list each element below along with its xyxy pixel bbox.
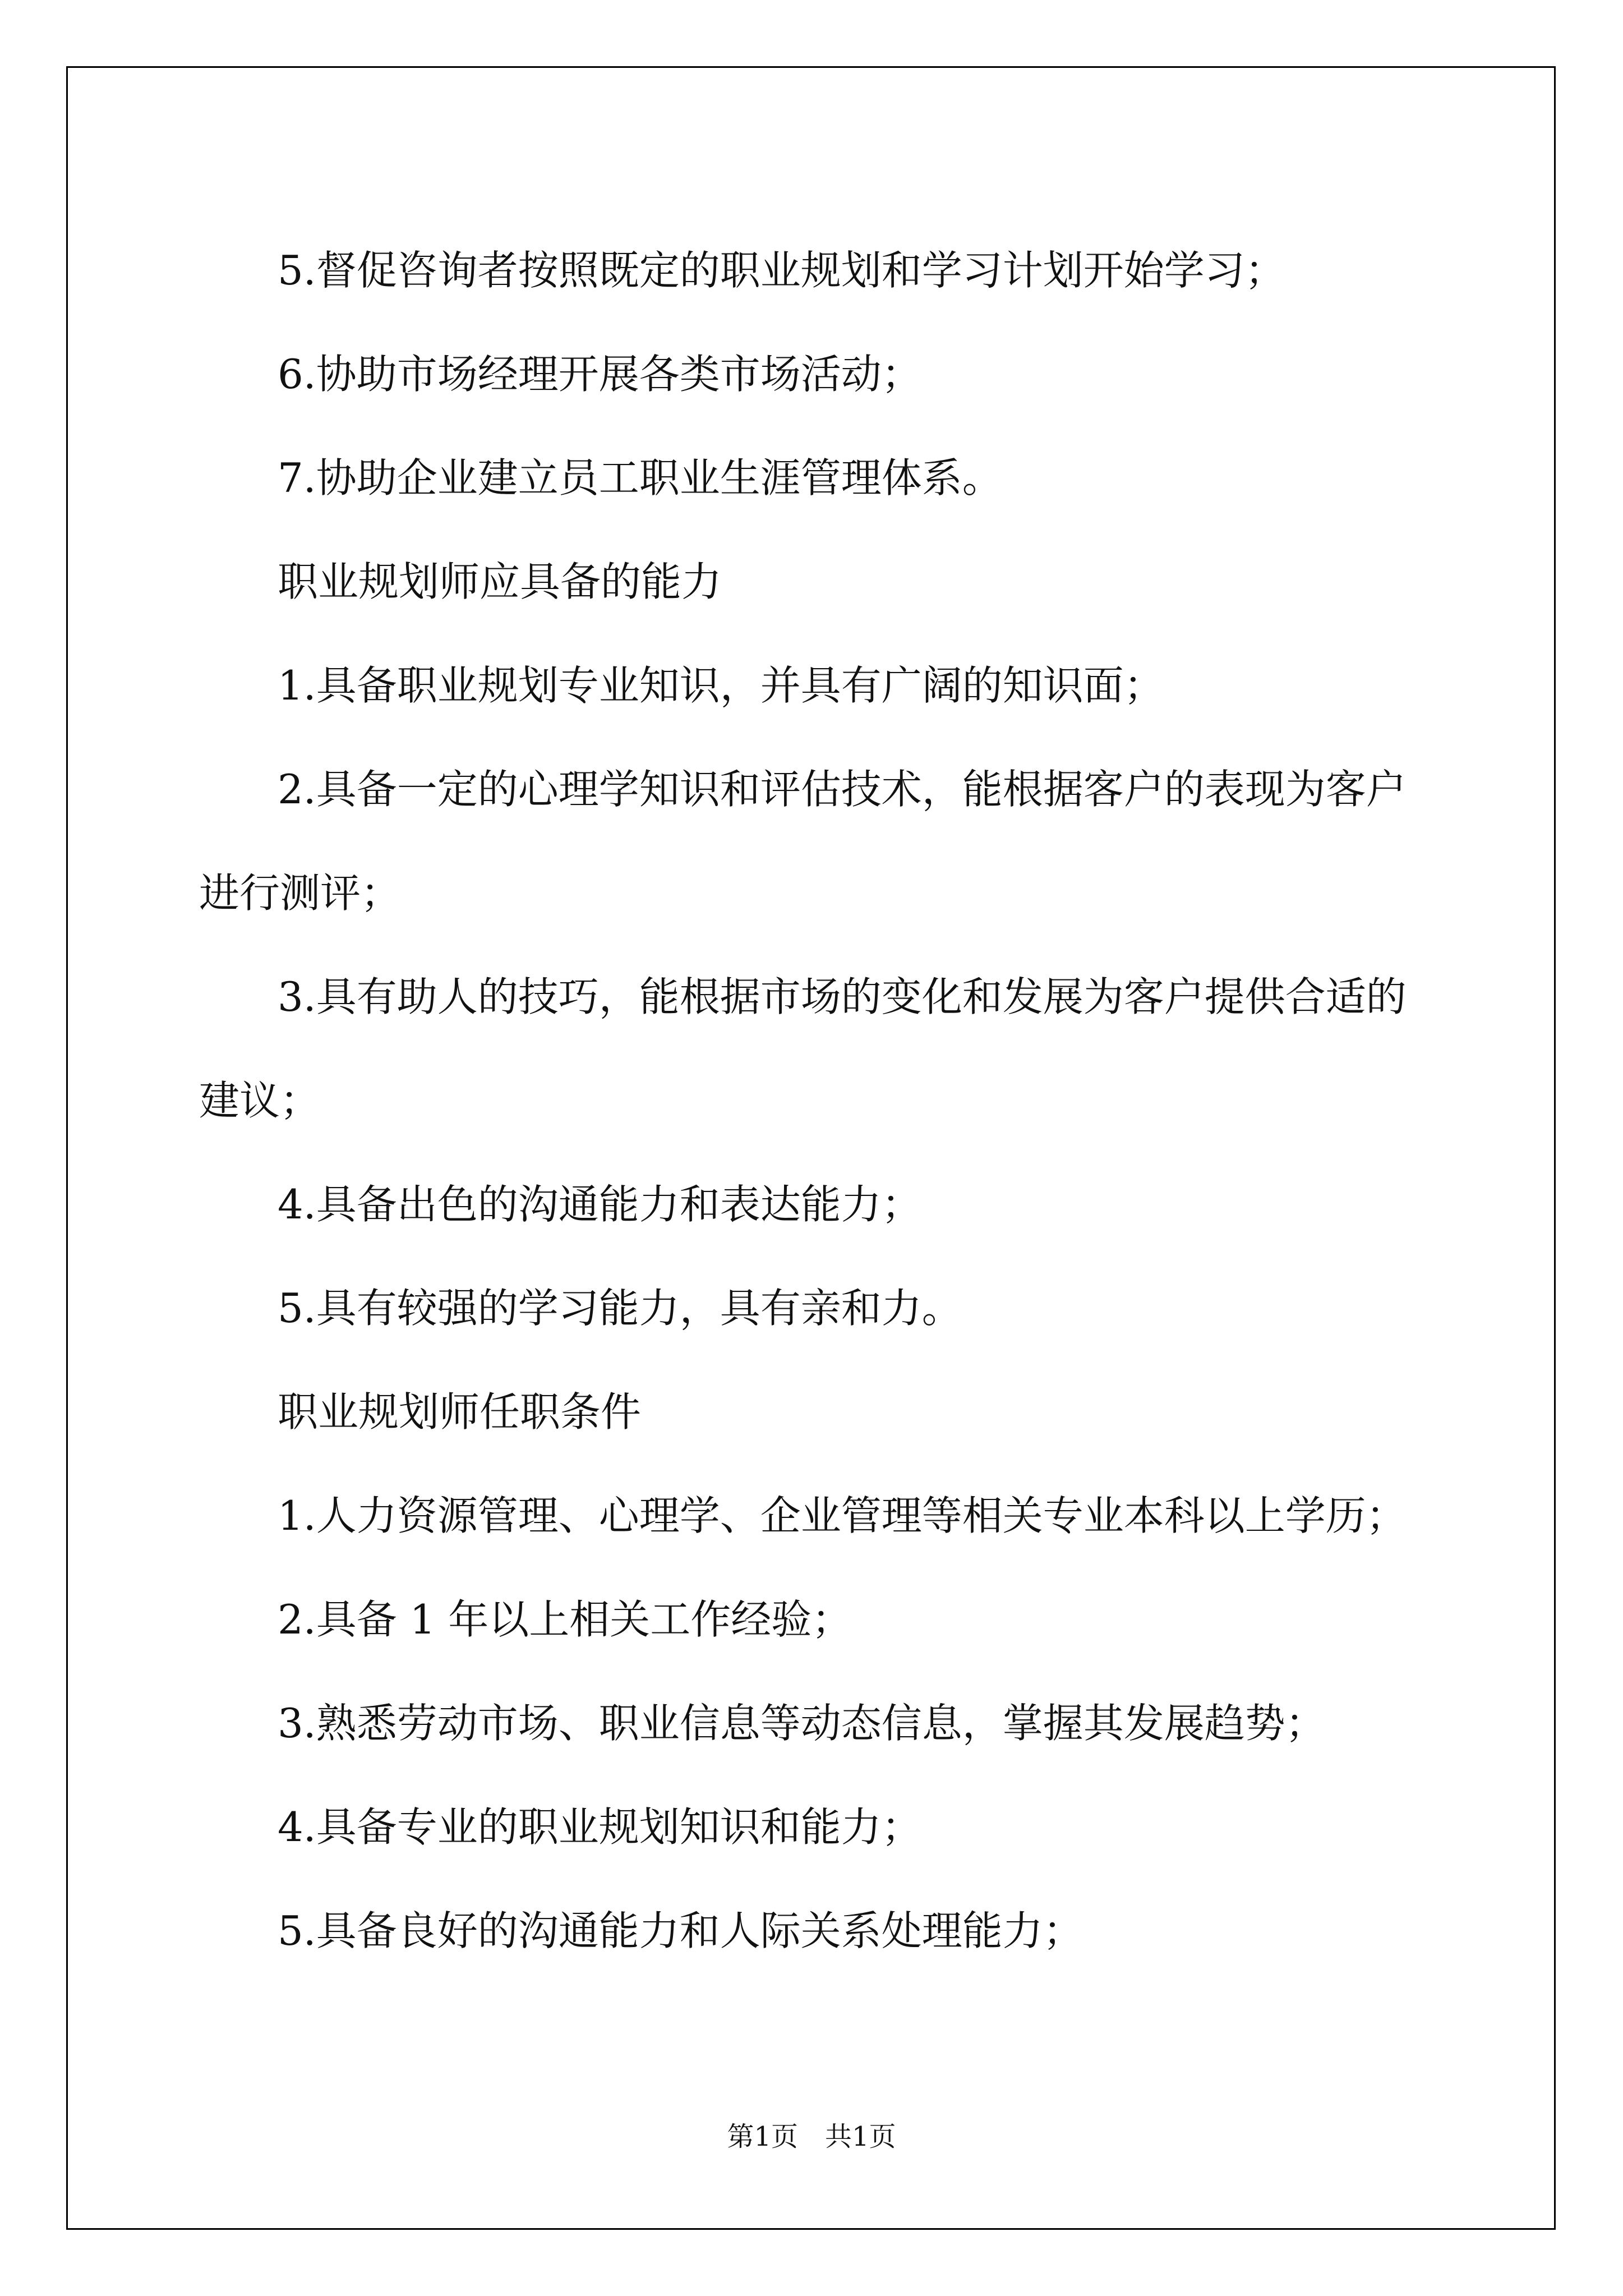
document-body: [199, 219, 1433, 1983]
paragraph-line: 进行测评；: [199, 869, 402, 917]
paragraph-line: 5.具备良好的沟通能力和人际关系处理能力；: [278, 1907, 1083, 1954]
paragraph-line: 4.具备出色的沟通能力和表达能力；: [278, 1181, 922, 1228]
paragraph-line: 2.具备 1 年以上相关工作经验；: [278, 1596, 852, 1643]
paragraph-line: 3.熟悉劳动市场、职业信息等动态信息，掌握其发展趋势；: [278, 1700, 1326, 1747]
paragraph-line: 建议；: [199, 1077, 321, 1124]
paragraph-line: 2.具备一定的心理学知识和评估技术，能根据客户的表现为客户: [278, 766, 1407, 813]
paragraph-line: 1.人力资源管理、心理学、企业管理等相关专业本科以上学历；: [278, 1492, 1407, 1539]
paragraph-line: 1.具备职业规划专业知识，并具有广阔的知识面；: [278, 662, 1164, 709]
paragraph-line: 6.协助市场经理开展各类市场活动；: [278, 351, 922, 398]
section-heading: 职业规划师任职条件: [278, 1388, 642, 1435]
section-heading: 职业规划师应具备的能力: [278, 558, 722, 605]
paragraph-line: 4.具备专业的职业规划知识和能力；: [278, 1803, 922, 1851]
paragraph-line: 3.具有助人的技巧，能根据市场的变化和发展为客户提供合适的: [278, 973, 1407, 1020]
paragraph-line: 5.具有较强的学习能力，具有亲和力。: [278, 1285, 962, 1332]
paragraph-line: 5.督促咨询者按照既定的职业规划和学习计划开始学习；: [278, 247, 1285, 294]
page-number-footer: 第1页 共1页: [727, 2121, 896, 2152]
paragraph-line: 7.协助企业建立员工职业生涯管理体系。: [278, 454, 1003, 501]
